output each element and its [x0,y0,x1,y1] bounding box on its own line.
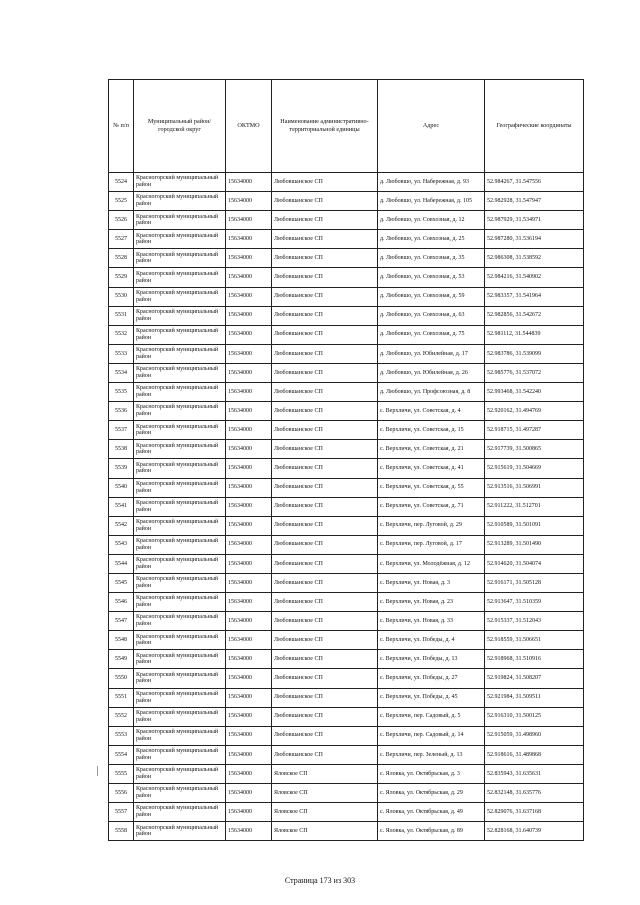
cell-coordinates: 52.911222, 31.512701 [485,497,584,516]
cell-admin-unit: Любовшанское СП [272,211,378,230]
table-row [109,497,584,516]
cell-admin-unit: Любовшанское СП [272,535,378,554]
table-row [109,344,584,363]
cell-municipality: Красногорский муниципальный район [134,363,226,382]
cell-coordinates: 52.920162, 31.494769 [485,402,584,421]
cell-coordinates: 52.919824, 31.508207 [485,669,584,688]
table-row [109,402,584,421]
cell-coordinates: 52.993468, 31.542240 [485,383,584,402]
cell-coordinates: 52.918616, 31.489868 [485,745,584,764]
cell-oktmo: 15634000 [226,631,272,650]
cell-number: 5552 [109,707,134,726]
cell-coordinates: 52.914620, 31.504074 [485,554,584,573]
table-row [109,535,584,554]
cell-admin-unit: Любовшанское СП [272,402,378,421]
cell-municipality: Красногорский муниципальный район [134,707,226,726]
cell-oktmo: 15634000 [226,497,272,516]
cell-oktmo: 15634000 [226,249,272,268]
cell-address: с. Яловка, ул. Октябрьская, д. 49 [378,803,485,822]
table-row [109,230,584,249]
cell-number: 5535 [109,383,134,402]
table-row [109,268,584,287]
cell-coordinates: 52.987929, 31.534971 [485,211,584,230]
cell-municipality: Красногорский муниципальный район [134,612,226,631]
cell-address: д. Любовшо, ул. Совхозная, д. 53 [378,268,485,287]
table-row [109,249,584,268]
cell-coordinates: 52.981112, 31.544839 [485,325,584,344]
cell-oktmo: 15634000 [226,803,272,822]
table-row [109,211,584,230]
cell-admin-unit: Любовшанское СП [272,268,378,287]
table-row [109,612,584,631]
cell-number: 5553 [109,726,134,745]
cell-coordinates: 52.987280, 31.536194 [485,230,584,249]
cell-oktmo: 15634000 [226,745,272,764]
table-row [109,478,584,497]
cell-oktmo: 15634000 [226,516,272,535]
cell-admin-unit: Любовшанское СП [272,573,378,592]
cell-coordinates: 52.910589, 31.501091 [485,516,584,535]
cell-oktmo: 15634000 [226,669,272,688]
cell-municipality: Красногорский муниципальный район [134,593,226,612]
cell-number: 5531 [109,306,134,325]
cell-number: 5545 [109,573,134,592]
cell-oktmo: 15634000 [226,726,272,745]
cell-admin-unit: Любовшанское СП [272,631,378,650]
cell-coordinates: 52.828168, 31.640739 [485,822,584,841]
cell-address: с. Верхличи, пер. Зеленый, д. 13 [378,745,485,764]
cell-admin-unit: Любовшанское СП [272,230,378,249]
cell-address: с. Верхличи, ул. Советская, д. 71 [378,497,485,516]
header-admin-unit: Наименование административно-территориальной единицы [272,80,378,173]
cell-coordinates: 52.918715, 31.497287 [485,421,584,440]
cell-number: 5551 [109,688,134,707]
page-footer: Страница 173 из 303 [284,876,356,885]
cell-admin-unit: Любовшанское СП [272,192,378,211]
table-row [109,554,584,573]
cell-address: с. Верхличи, пер. Садовый, д. 5 [378,707,485,726]
cell-address: с. Яловка, ул. Октябрьская, д. 29 [378,784,485,803]
cell-oktmo: 15634000 [226,268,272,287]
cell-oktmo: 15634000 [226,535,272,554]
cell-municipality: Красногорский муниципальный район [134,784,226,803]
cell-coordinates: 52.832148, 31.635776 [485,784,584,803]
cell-admin-unit: Любовшанское СП [272,650,378,669]
cell-oktmo: 15634000 [226,650,272,669]
cell-municipality: Красногорский муниципальный район [134,516,226,535]
cell-municipality: Красногорский муниципальный район [134,726,226,745]
cell-municipality: Красногорский муниципальный район [134,268,226,287]
header-address: Адрес [378,80,485,173]
cell-coordinates: 52.916310, 31.500125 [485,707,584,726]
table-row [109,764,584,783]
cell-admin-unit: Любовшанское СП [272,612,378,631]
cell-municipality: Красногорский муниципальный район [134,192,226,211]
cell-coordinates: 52.984216, 31.540902 [485,268,584,287]
cell-number: 5544 [109,554,134,573]
header-coordinates: Географические координаты [485,80,584,173]
cell-oktmo: 15634000 [226,402,272,421]
cell-address: с. Верхличи, ул. Победы, д. 13 [378,650,485,669]
cell-number: 5524 [109,173,134,192]
cell-address: с. Верхличи, ул. Новая, д. 33 [378,612,485,631]
table-row [109,784,584,803]
cell-number: 5541 [109,497,134,516]
cell-number: 5534 [109,363,134,382]
cell-address: с. Верхличи, ул. Победы, д. 45 [378,688,485,707]
cell-address: с. Яловка, ул. Октябрьская, д. 3 [378,764,485,783]
cell-number: 5557 [109,803,134,822]
cell-municipality: Красногорский муниципальный район [134,822,226,841]
table-row [109,745,584,764]
cell-admin-unit: Яловское СП [272,803,378,822]
cell-coordinates: 52.918559, 31.506651 [485,631,584,650]
cell-address: с. Верхличи, пер. Луговой, д. 17 [378,535,485,554]
cell-coordinates: 52.985776, 31.537072 [485,363,584,382]
cell-coordinates: 52.986308, 31.538592 [485,249,584,268]
cell-municipality: Красногорский муниципальный район [134,249,226,268]
cell-coordinates: 52.913289, 31.501490 [485,535,584,554]
table-header [109,80,584,173]
header-number: № п/п [109,80,134,173]
cell-admin-unit: Яловское СП [272,764,378,783]
cell-address: д. Любовшо, ул. Юбилейная, д. 26 [378,363,485,382]
cell-admin-unit: Любовшанское СП [272,173,378,192]
table-row [109,383,584,402]
cell-oktmo: 15634000 [226,764,272,783]
cell-address: с. Верхличи, ул. Победы, д. 4 [378,631,485,650]
cell-admin-unit: Любовшанское СП [272,593,378,612]
cell-coordinates: 52.915619, 31.504669 [485,459,584,478]
cell-oktmo: 15634000 [226,478,272,497]
cell-municipality: Красногорский муниципальный район [134,478,226,497]
cell-coordinates: 52.982856, 31.542672 [485,306,584,325]
cell-coordinates: 52.982928, 31.547947 [485,192,584,211]
cell-number: 5558 [109,822,134,841]
cell-municipality: Красногорский муниципальный район [134,173,226,192]
cell-coordinates: 52.915059, 31.498960 [485,726,584,745]
cell-number: 5533 [109,344,134,363]
cell-address: с. Верхличи, пер. Луговой, д. 29 [378,516,485,535]
cell-municipality: Красногорский муниципальный район [134,230,226,249]
cell-municipality: Красногорский муниципальный район [134,421,226,440]
header-oktmo: ОКТМО [226,80,272,173]
cell-address: с. Верхличи, ул. Советская, д. 15 [378,421,485,440]
cell-address: с. Верхличи, ул. Новая, д. 23 [378,593,485,612]
cell-municipality: Красногорский муниципальный район [134,211,226,230]
cell-number: 5539 [109,459,134,478]
cell-number: 5536 [109,402,134,421]
cell-coordinates: 52.916171, 31.505128 [485,573,584,592]
table-row [109,287,584,306]
cell-number: 5554 [109,745,134,764]
cell-number: 5525 [109,192,134,211]
cell-municipality: Красногорский муниципальный район [134,287,226,306]
cell-oktmo: 15634000 [226,459,272,478]
cell-oktmo: 15634000 [226,306,272,325]
cell-coordinates: 52.835943, 31.635631 [485,764,584,783]
cell-municipality: Красногорский муниципальный район [134,669,226,688]
cell-oktmo: 15634000 [226,192,272,211]
cell-number: 5547 [109,612,134,631]
cell-address: с. Верхличи, ул. Молодёжная, д. 12 [378,554,485,573]
cell-municipality: Красногорский муниципальный район [134,440,226,459]
cell-municipality: Красногорский муниципальный район [134,325,226,344]
cell-municipality: Красногорский муниципальный район [134,306,226,325]
cell-address: д. Любовшо, ул. Совхозная, д. 35 [378,249,485,268]
cell-number: 5538 [109,440,134,459]
cell-oktmo: 15634000 [226,554,272,573]
cell-oktmo: 15634000 [226,440,272,459]
cell-oktmo: 15634000 [226,822,272,841]
table-row [109,726,584,745]
cell-address: с. Верхличи, ул. Советская, д. 21 [378,440,485,459]
table-row [109,669,584,688]
cell-number: 5532 [109,325,134,344]
cell-number: 5528 [109,249,134,268]
table-row [109,325,584,344]
cell-coordinates: 52.917739, 31.500865 [485,440,584,459]
cell-admin-unit: Любовшанское СП [272,287,378,306]
cell-admin-unit: Любовшанское СП [272,325,378,344]
cell-oktmo: 15634000 [226,287,272,306]
cell-oktmo: 15634000 [226,325,272,344]
margin-mark [97,766,98,776]
cell-admin-unit: Любовшанское СП [272,516,378,535]
table-row [109,440,584,459]
cell-municipality: Красногорский муниципальный район [134,650,226,669]
cell-admin-unit: Любовшанское СП [272,344,378,363]
cell-oktmo: 15634000 [226,230,272,249]
cell-admin-unit: Любовшанское СП [272,669,378,688]
cell-municipality: Красногорский муниципальный район [134,803,226,822]
table-row [109,707,584,726]
cell-oktmo: 15634000 [226,383,272,402]
table-row [109,173,584,192]
cell-coordinates: 52.984267, 31.547556 [485,173,584,192]
cell-admin-unit: Любовшанское СП [272,459,378,478]
cell-number: 5548 [109,631,134,650]
cell-municipality: Красногорский муниципальный район [134,631,226,650]
cell-number: 5537 [109,421,134,440]
cell-admin-unit: Любовшанское СП [272,554,378,573]
cell-admin-unit: Яловское СП [272,822,378,841]
cell-admin-unit: Яловское СП [272,784,378,803]
cell-address: с. Верхличи, ул. Новая, д. 3 [378,573,485,592]
cell-municipality: Красногорский муниципальный район [134,688,226,707]
cell-coordinates: 52.913516, 31.506991 [485,478,584,497]
cell-number: 5542 [109,516,134,535]
cell-oktmo: 15634000 [226,688,272,707]
cell-address: д. Любовшо, ул. Совхозная, д. 75 [378,325,485,344]
cell-address: д. Любовшо, ул. Совхозная, д. 59 [378,287,485,306]
cell-address: д. Любовшо, ул. Совхозная, д. 25 [378,230,485,249]
cell-coordinates: 52.983357, 31.541964 [485,287,584,306]
cell-coordinates: 52.915337, 31.512043 [485,612,584,631]
cell-number: 5530 [109,287,134,306]
cell-oktmo: 15634000 [226,173,272,192]
cell-address: с. Верхличи, ул. Советская, д. 55 [378,478,485,497]
cell-number: 5526 [109,211,134,230]
table-row [109,459,584,478]
cell-oktmo: 15634000 [226,421,272,440]
coordinates-table [108,79,584,841]
cell-admin-unit: Любовшанское СП [272,497,378,516]
cell-address: с. Верхличи, пер. Садовый, д. 14 [378,726,485,745]
cell-address: д. Любовшо, ул. Профсоюзная, д. 8 [378,383,485,402]
cell-number: 5549 [109,650,134,669]
cell-address: д. Любовшо, ул. Юбилейная, д. 17 [378,344,485,363]
table-row [109,192,584,211]
cell-admin-unit: Любовшанское СП [272,440,378,459]
table-row [109,573,584,592]
cell-address: с. Яловка, ул. Октябрьская, д. 89 [378,822,485,841]
cell-address: д. Любовшо, ул. Набережная, д. 93 [378,173,485,192]
cell-oktmo: 15634000 [226,211,272,230]
cell-admin-unit: Любовшанское СП [272,421,378,440]
cell-address: д. Любовшо, ул. Набережная, д. 105 [378,192,485,211]
table-row [109,306,584,325]
cell-admin-unit: Любовшанское СП [272,726,378,745]
table-row [109,650,584,669]
cell-oktmo: 15634000 [226,612,272,631]
cell-address: с. Верхличи, ул. Победы, д. 27 [378,669,485,688]
cell-oktmo: 15634000 [226,363,272,382]
cell-admin-unit: Любовшанское СП [272,478,378,497]
cell-admin-unit: Любовшанское СП [272,306,378,325]
cell-oktmo: 15634000 [226,784,272,803]
cell-municipality: Красногорский муниципальный район [134,573,226,592]
cell-municipality: Красногорский муниципальный район [134,535,226,554]
cell-coordinates: 52.829076, 31.637168 [485,803,584,822]
cell-admin-unit: Любовшанское СП [272,249,378,268]
table-row [109,593,584,612]
cell-oktmo: 15634000 [226,707,272,726]
table-row [109,421,584,440]
cell-oktmo: 15634000 [226,344,272,363]
cell-number: 5529 [109,268,134,287]
cell-number: 5527 [109,230,134,249]
cell-coordinates: 52.918968, 31.510916 [485,650,584,669]
cell-municipality: Красногорский муниципальный район [134,745,226,764]
cell-coordinates: 52.913647, 31.510359 [485,593,584,612]
cell-number: 5555 [109,764,134,783]
cell-municipality: Красногорский муниципальный район [134,554,226,573]
cell-municipality: Красногорский муниципальный район [134,402,226,421]
cell-municipality: Красногорский муниципальный район [134,764,226,783]
cell-admin-unit: Любовшанское СП [272,688,378,707]
cell-address: д. Любовшо, ул. Совхозная, д. 63 [378,306,485,325]
cell-address: д. Любовшо, ул. Совхозная, д. 12 [378,211,485,230]
cell-number: 5540 [109,478,134,497]
header-municipality: Муниципальный район/городской округ [134,80,226,173]
cell-municipality: Красногорский муниципальный район [134,497,226,516]
cell-oktmo: 15634000 [226,593,272,612]
cell-municipality: Красногорский муниципальный район [134,344,226,363]
cell-municipality: Красногорский муниципальный район [134,459,226,478]
cell-coordinates: 52.921984, 31.509511 [485,688,584,707]
cell-admin-unit: Любовшанское СП [272,383,378,402]
cell-number: 5556 [109,784,134,803]
cell-admin-unit: Любовшанское СП [272,707,378,726]
table-row [109,516,584,535]
table-row [109,363,584,382]
table-row [109,803,584,822]
cell-admin-unit: Любовшанское СП [272,745,378,764]
cell-number: 5550 [109,669,134,688]
cell-address: с. Верхличи, ул. Советская, д. 41 [378,459,485,478]
cell-municipality: Красногорский муниципальный район [134,383,226,402]
table-row [109,822,584,841]
cell-address: с. Верхличи, ул. Советская, д. 4 [378,402,485,421]
cell-admin-unit: Любовшанское СП [272,363,378,382]
cell-coordinates: 52.983786, 31.539099 [485,344,584,363]
cell-number: 5543 [109,535,134,554]
cell-oktmo: 15634000 [226,573,272,592]
cell-number: 5546 [109,593,134,612]
table-body [109,173,584,841]
table-row [109,688,584,707]
table-row [109,631,584,650]
